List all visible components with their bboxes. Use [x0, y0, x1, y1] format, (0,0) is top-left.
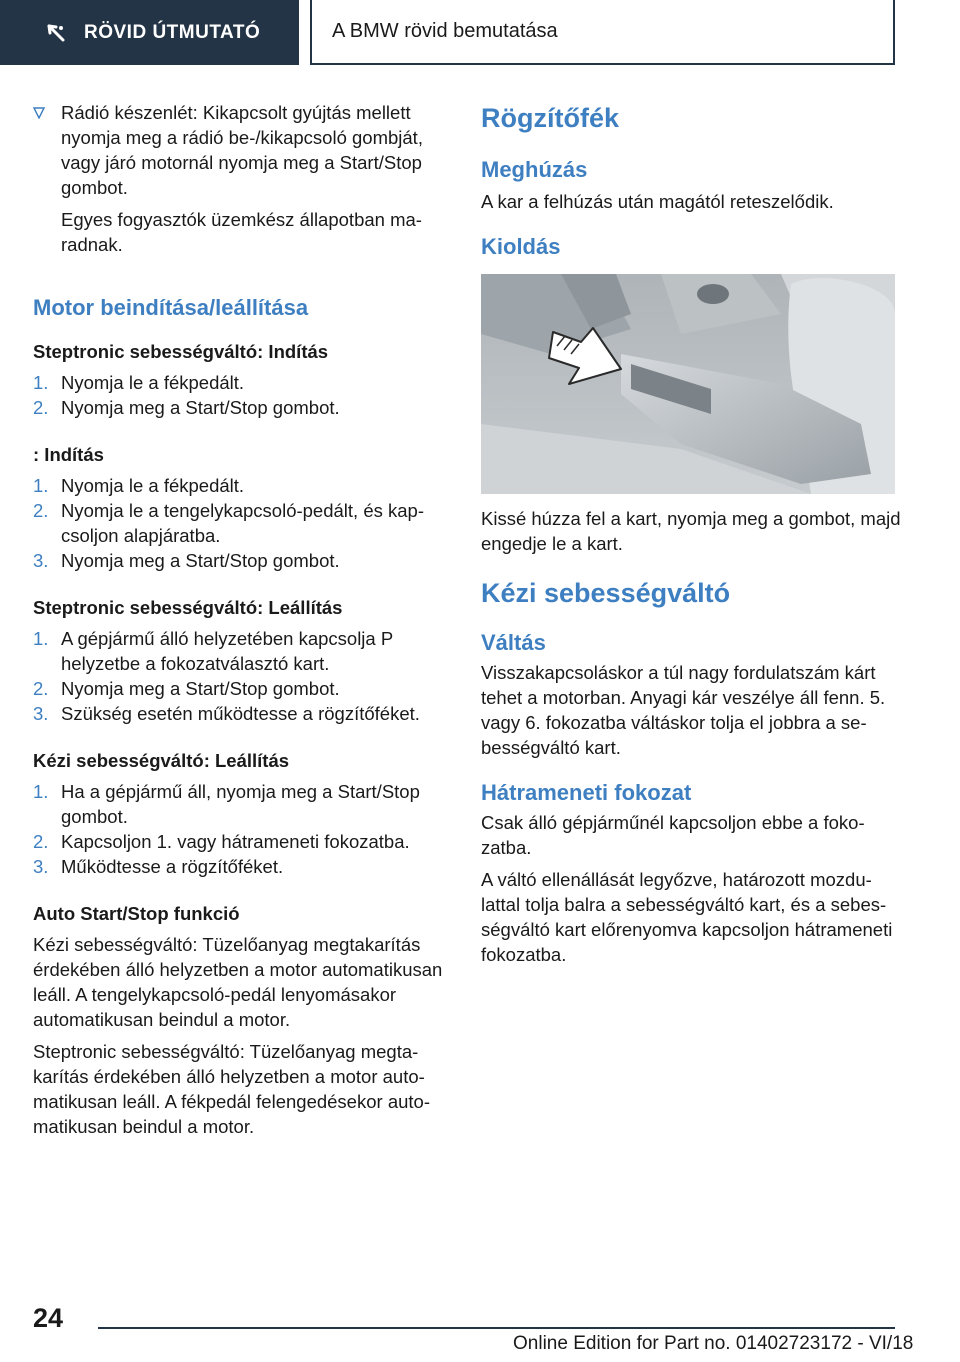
step-item	[33, 676, 443, 701]
guide-icon	[46, 23, 66, 43]
edition-text: Online Edition for Part no. 01402723172 - VI/18	[513, 1333, 914, 1354]
triangle-bullet-icon	[33, 107, 45, 119]
autostart-heading: Auto Start/Stop funkció	[33, 903, 240, 924]
step-number: 3.	[33, 703, 49, 724]
engine-heading: Motor beindítása/leállítása	[33, 295, 309, 320]
release-text: Kissé húzza fel a kart, nyomja meg a gombot, majd engedje le a kart.	[481, 508, 901, 554]
step-text: Nyomja meg a Start/Stop gombot.	[61, 397, 340, 418]
start-steps	[33, 473, 443, 573]
step-number: 2.	[33, 397, 49, 418]
release-heading: Kioldás	[481, 234, 561, 259]
manual-stop-heading: Kézi sebességváltó: Leállítás	[33, 750, 290, 771]
reverse-text-1: Csak álló gépjárműnél kapcsoljon ebbe a fokozatba.	[481, 812, 865, 858]
radio-standby-item	[33, 100, 443, 257]
step-text: Ha a gépjármű áll, nyomja meg a Start/Stop gombot.	[61, 781, 420, 827]
section-tab[interactable]	[0, 0, 299, 65]
step-item	[33, 370, 443, 395]
step-number: 3.	[33, 550, 49, 571]
manual-transmission-heading: Kézi sebességváltó	[481, 578, 731, 608]
right-column	[481, 100, 901, 967]
steptronic-start-heading: Steptronic sebességváltó: Indítás	[33, 341, 329, 362]
autostart-steptronic-text: Steptronic sebességváltó: Tüzelőanyag megtakarítás érdekében álló helyzetben a motor automatikusan leáll. A fékpedál felengedésekor automatikusan beindul a motor.	[33, 1041, 430, 1137]
step-item	[33, 395, 443, 420]
autostart-manual-text: Kézi sebességváltó: Tüzelőanyag megtakarítás érdekében álló helyzetben a motor automatikusan leáll. A tengelykapcsoló-pedál lenyomásakor automatikusan beindul a motor.	[33, 934, 443, 1030]
start-heading: : Indítás	[33, 444, 104, 465]
step-item	[33, 473, 443, 498]
shift-text: Visszakapcsoláskor a túl nagy fordulatszám kárt tehet a motorban. Anyagi kár veszélye áll fenn. 5. vagy 6. fokozatba váltáskor tolja el jobbra a sebességváltó kart.	[481, 662, 886, 758]
step-number: 2.	[33, 500, 49, 521]
page-number: 24	[33, 1303, 64, 1333]
radio-standby-text: Rádió készenlét: Kikapcsolt gyújtás mellett nyomja meg a rádió be-/kikapcsoló gombját, vagy járó motornál nyomja meg a Start/Stop gombot.	[61, 102, 423, 198]
footer-divider	[98, 1327, 895, 1329]
step-number: 1.	[33, 628, 49, 649]
shift-heading: Váltás	[481, 630, 546, 655]
steptronic-stop-steps	[33, 626, 443, 726]
chapter-title: A BMW rövid bemutatása	[310, 0, 895, 65]
step-number: 1.	[33, 372, 49, 393]
step-text: Kapcsoljon 1. vagy hátrameneti fokozatba.	[61, 831, 410, 852]
step-item	[33, 701, 443, 726]
apply-text: A kar a felhúzás után magától reteszelődik.	[481, 191, 834, 212]
step-text: A gépjármű álló helyzetében kapcsolja P helyzetbe a fokozatválasztó kart.	[61, 628, 393, 674]
steptronic-stop-heading: Steptronic sebességváltó: Leállítás	[33, 597, 343, 618]
parking-brake-heading: Rögzítőfék	[481, 103, 619, 133]
step-text: Szükség esetén működtesse a rögzítőféket.	[61, 703, 420, 724]
section-tab-label: RÖVID ÚTMUTATÓ	[84, 21, 261, 43]
left-column	[33, 100, 443, 1139]
steptronic-start-steps	[33, 370, 443, 420]
step-text: Nyomja meg a Start/Stop gombot.	[61, 550, 340, 571]
step-number: 1.	[33, 475, 49, 496]
step-text: Nyomja le a fékpedált.	[61, 475, 245, 496]
manual-stop-steps	[33, 779, 443, 879]
step-number: 2.	[33, 831, 49, 852]
step-number: 1.	[33, 781, 49, 802]
step-number: 2.	[33, 678, 49, 699]
step-number: 3.	[33, 856, 49, 877]
step-text: Nyomja le a tengelykapcsoló-pedált, és kapcsoljon alapjáratba.	[61, 500, 425, 546]
step-item	[33, 779, 443, 829]
step-text: Működtesse a rögzítőféket.	[61, 856, 284, 877]
step-text: Nyomja le a fékpedált.	[61, 372, 245, 393]
apply-heading: Meghúzás	[481, 157, 588, 182]
step-item	[33, 854, 443, 879]
step-item	[33, 498, 443, 548]
reverse-text-2: A váltó ellenállását legyőzve, határozott mozdulattal tolja balra a sebességváltó kart, és a sebességváltó kart előrenyomva kapcsoljon hátrameneti fokozatba.	[481, 869, 893, 965]
radio-standby-note: Egyes fogyasztók üzemkész állapotban maradnak.	[61, 209, 422, 255]
step-item	[33, 626, 443, 676]
reverse-heading: Hátrameneti fokozat	[481, 780, 692, 805]
step-item	[33, 548, 443, 573]
step-text: Nyomja meg a Start/Stop gombot.	[61, 678, 340, 699]
parking-brake-photo	[481, 274, 895, 494]
step-item	[33, 829, 443, 854]
